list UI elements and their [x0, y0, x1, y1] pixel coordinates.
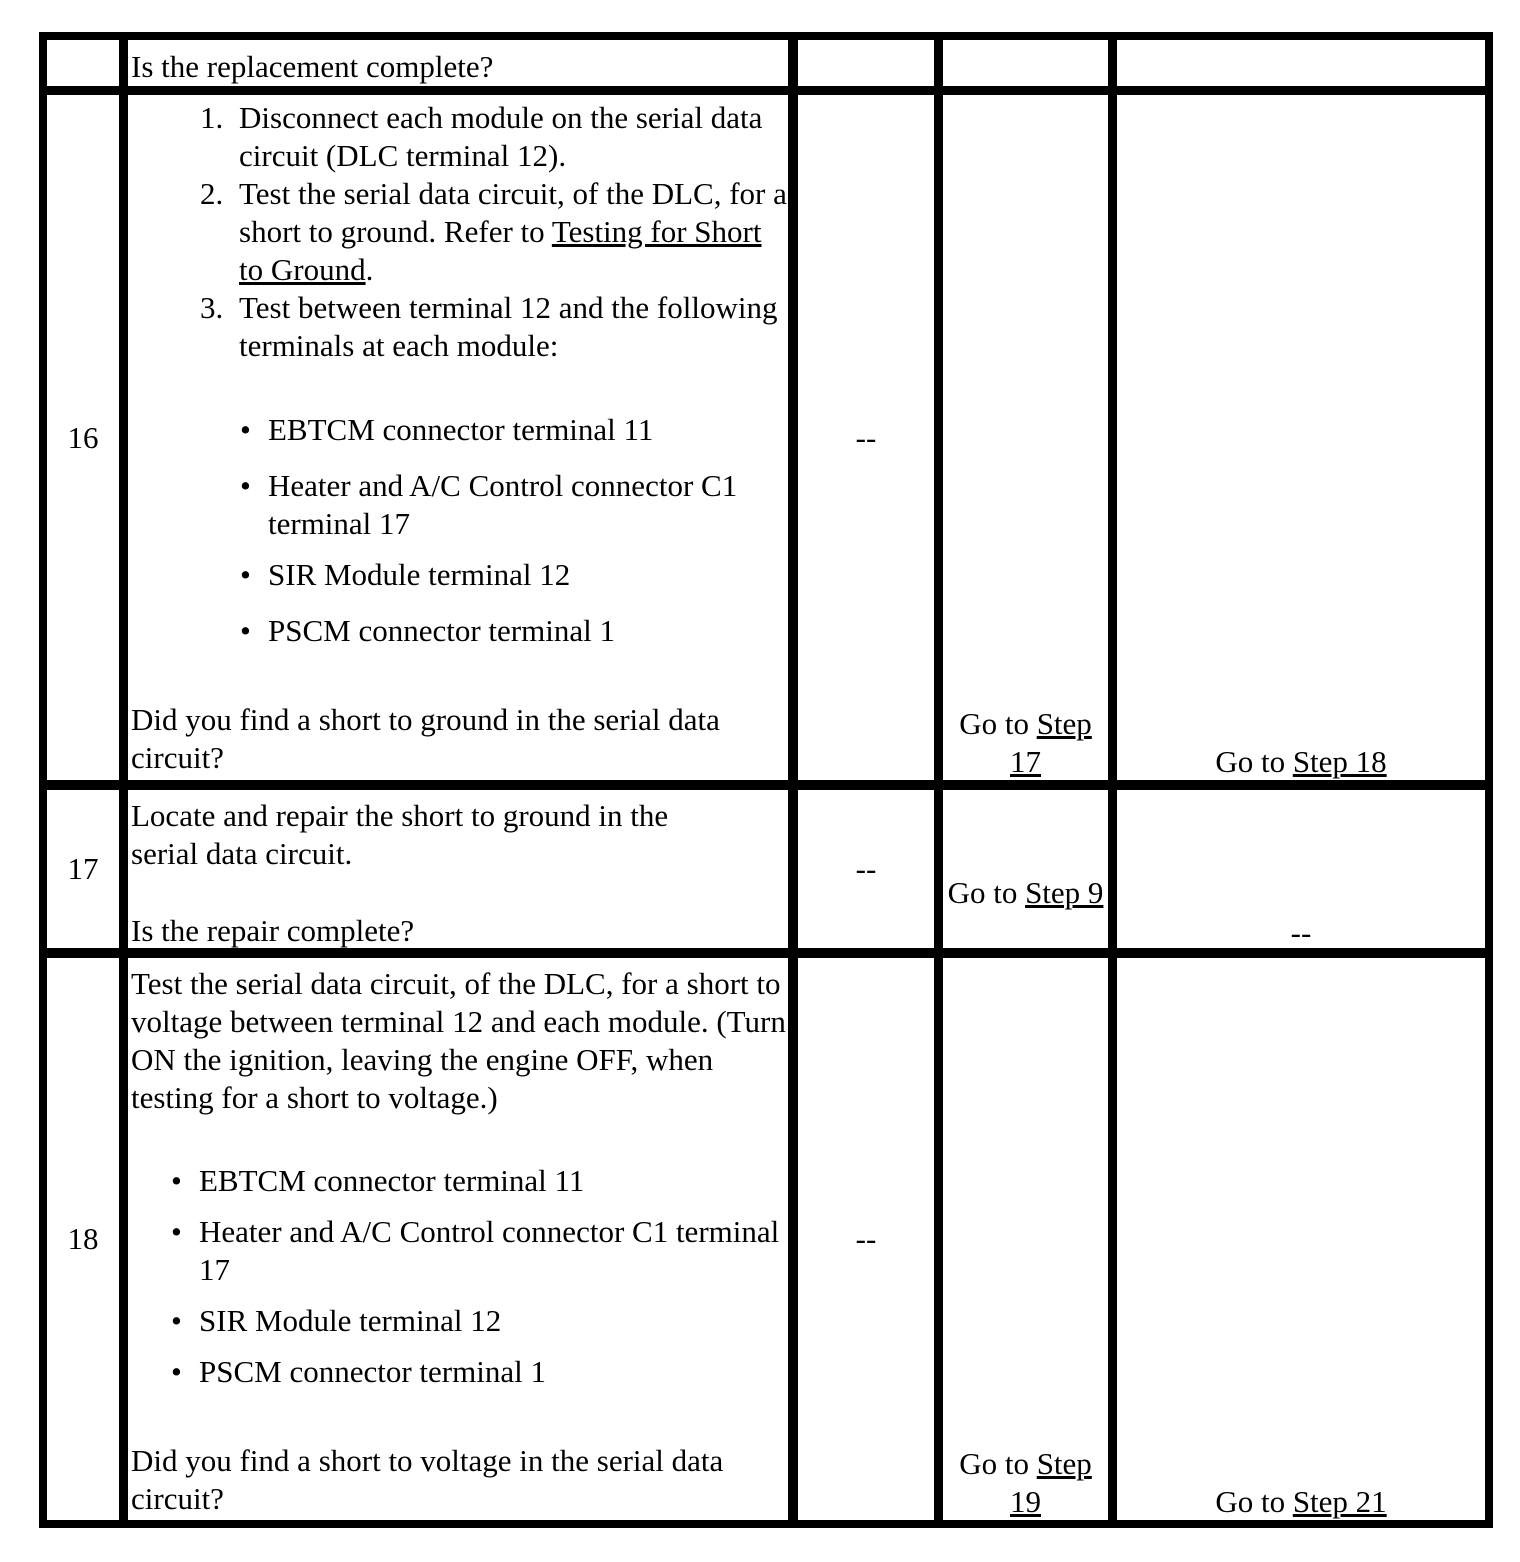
action-cell	[125, 955, 791, 1523]
bullet-icon: •	[171, 1303, 182, 1338]
terminal-bullet-list	[131, 1162, 788, 1391]
step-number: 18	[67, 1221, 99, 1256]
value-cell	[795, 92, 937, 783]
action-cell	[125, 37, 791, 89]
goto-text: Go to	[1215, 744, 1286, 779]
diagnostic-table	[39, 32, 1493, 1528]
goto-text: Go to	[947, 875, 1018, 910]
no-cell	[1114, 787, 1488, 951]
value-text: --	[855, 1221, 877, 1256]
instruction-item: 2. Test the serial data circuit, of the DLC, for a short to ground. Refer to Testing for Short to Ground.	[231, 175, 788, 289]
goto-text: Go to	[959, 706, 1029, 741]
step-number: 16	[67, 419, 99, 455]
bullet-icon: •	[240, 613, 251, 648]
bullet-icon: •	[171, 1163, 182, 1198]
list-item: • EBTCM connector terminal 11	[171, 1163, 585, 1198]
list-item: • Heater and A/C Control connector C1 terminal 17	[171, 1214, 780, 1287]
list-item: • SIR Module terminal 12	[240, 557, 571, 592]
goto-text: Go to	[959, 1446, 1029, 1481]
step-number: 17	[67, 851, 99, 886]
instruction-item: 1. Disconnect each module on the serial data circuit (DLC terminal 12).	[231, 99, 788, 175]
question-text: Is the replacement complete?	[131, 49, 494, 84]
value-text: --	[855, 851, 877, 886]
step-cell	[44, 92, 122, 783]
instruction-item: 3. Test between terminal 12 and the following terminals at each module:	[231, 289, 788, 365]
question-text: Did you find a short to voltage in the serial data circuit?	[131, 1443, 724, 1516]
bullet-icon: •	[240, 557, 251, 592]
goto-step-18-link[interactable]: Step 18	[1292, 744, 1387, 779]
step-cell	[44, 955, 122, 1523]
goto-text: Go to	[1215, 1484, 1286, 1519]
step-cell	[44, 787, 122, 951]
yes-cell	[940, 92, 1111, 783]
testing-for-short-to-ground-link[interactable]: Testing for Short to Ground	[239, 214, 762, 287]
yes-cell	[940, 787, 1111, 951]
list-item: • EBTCM connector terminal 11	[240, 412, 654, 447]
yes-cell	[940, 955, 1111, 1523]
instruction-list	[131, 99, 788, 365]
step-cell	[44, 37, 122, 89]
value-cell	[795, 787, 937, 951]
list-item: • PSCM connector terminal 1	[240, 613, 615, 648]
no-cell	[1114, 92, 1488, 783]
bullet-icon: •	[171, 1214, 182, 1249]
list-item: • Heater and A/C Control connector C1 terminal 17	[240, 468, 738, 541]
no-value-text: --	[1290, 915, 1312, 950]
terminal-bullet-list	[131, 411, 788, 650]
action-text: Locate and repair the short to ground in the serial data circuit.	[131, 798, 669, 871]
goto-step-17-link[interactable]: Step 17	[1010, 706, 1092, 779]
action-text: Test the serial data circuit, of the DLC, for a short to voltage between terminal 12 and each module. (Turn ON the ignition, leaving the engine OFF, when testing for a short to voltage.)	[131, 966, 786, 1115]
list-item: • PSCM connector terminal 1	[171, 1354, 546, 1389]
goto-step-21-link[interactable]: Step 21	[1292, 1484, 1387, 1519]
action-cell	[125, 787, 791, 951]
question-text: Did you find a short to ground in the serial data circuit?	[131, 702, 720, 775]
list-item: • SIR Module terminal 12	[171, 1303, 502, 1338]
no-cell	[1114, 955, 1488, 1523]
yes-cell	[940, 37, 1111, 89]
bullet-icon: •	[240, 468, 251, 503]
bullet-icon: •	[171, 1354, 182, 1389]
value-text: --	[855, 419, 877, 455]
goto-step-19-link[interactable]: Step 19	[1010, 1446, 1092, 1519]
value-cell	[795, 955, 937, 1523]
goto-step-9-link[interactable]: Step 9	[1025, 875, 1104, 910]
no-cell	[1114, 37, 1488, 89]
value-cell	[795, 37, 937, 89]
action-cell	[125, 92, 791, 783]
bullet-icon: •	[240, 412, 251, 447]
question-text: Is the repair complete?	[131, 913, 415, 948]
